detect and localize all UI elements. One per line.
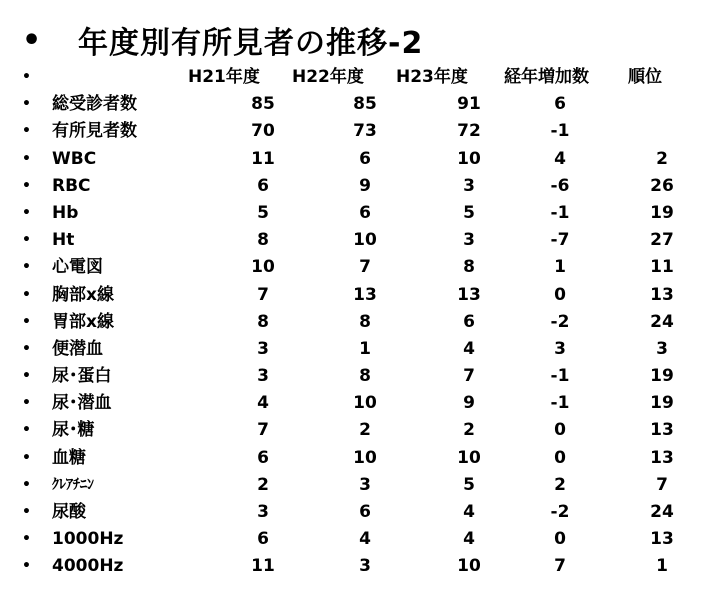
bullet: • [22, 558, 31, 575]
row-label: 胸部x線 [52, 284, 114, 305]
table-row [20, 553, 700, 580]
value-h22: 4 [359, 529, 371, 550]
row-label: 4000Hz [52, 556, 124, 577]
value-yearly-change: -1 [550, 121, 570, 142]
value-rank: 13 [650, 284, 674, 305]
value-h22: 13 [353, 284, 377, 305]
value-yearly-change: -6 [550, 175, 570, 196]
value-h22: 73 [353, 121, 377, 142]
value-h21: 11 [251, 556, 275, 577]
table-row [20, 200, 700, 227]
value-h22: 8 [359, 311, 371, 332]
bullet: • [22, 150, 31, 167]
value-yearly-change: -7 [550, 230, 570, 251]
value-h21: 3 [257, 338, 269, 359]
value-yearly-change: 3 [554, 338, 566, 359]
bullet: • [22, 476, 31, 493]
bullet: • [22, 422, 31, 439]
value-h23: 72 [457, 121, 481, 142]
value-h22: 6 [359, 148, 371, 169]
value-yearly-change: 4 [554, 148, 566, 169]
column-header-h23: H23年度 [396, 67, 468, 87]
bullet: • [22, 368, 31, 385]
value-rank: 19 [650, 366, 674, 387]
row-label: 尿･糖 [52, 420, 95, 441]
value-rank: 1 [656, 556, 668, 577]
value-yearly-change: -1 [550, 366, 570, 387]
bullet: • [22, 313, 31, 330]
value-h21: 7 [257, 284, 269, 305]
value-h23: 5 [463, 474, 475, 495]
row-label: 尿･潜血 [52, 393, 112, 414]
column-header-rank: 順位 [628, 67, 662, 87]
value-h22: 10 [353, 393, 377, 414]
row-label: 便潜血 [52, 338, 103, 359]
bullet: • [22, 531, 31, 548]
value-yearly-change: 7 [554, 556, 566, 577]
value-rank: 27 [650, 230, 674, 251]
value-h23: 10 [457, 148, 481, 169]
value-rank: 11 [650, 257, 674, 278]
value-h23: 10 [457, 447, 481, 468]
value-yearly-change: -1 [550, 202, 570, 223]
value-h21: 10 [251, 257, 275, 278]
value-h21: 6 [257, 529, 269, 550]
value-rank: 13 [650, 420, 674, 441]
title-bullet: • [22, 22, 42, 58]
value-h22: 8 [359, 366, 371, 387]
value-rank: 24 [650, 311, 674, 332]
column-header-h22: H22年度 [292, 67, 364, 87]
value-h22: 10 [353, 230, 377, 251]
table-row [20, 363, 700, 390]
value-rank: 19 [650, 393, 674, 414]
value-yearly-change: -2 [550, 311, 570, 332]
value-h21: 6 [257, 447, 269, 468]
value-yearly-change: 0 [554, 284, 566, 305]
value-h21: 4 [257, 393, 269, 414]
table-row [20, 282, 700, 309]
column-header-yearly-change: 経年増加数 [504, 67, 589, 87]
value-h23: 9 [463, 393, 475, 414]
value-h23: 4 [463, 529, 475, 550]
bullet: • [22, 123, 31, 140]
value-yearly-change: 0 [554, 420, 566, 441]
value-h23: 6 [463, 311, 475, 332]
bullet: • [22, 395, 31, 412]
row-label: 総受診者数 [52, 94, 137, 115]
value-h22: 3 [359, 474, 371, 495]
value-h23: 13 [457, 284, 481, 305]
value-h23: 8 [463, 257, 475, 278]
bullet: • [22, 96, 31, 113]
value-h21: 3 [257, 366, 269, 387]
value-h23: 7 [463, 366, 475, 387]
value-h21: 8 [257, 230, 269, 251]
bullet: • [22, 259, 31, 276]
data-table [20, 64, 700, 581]
value-yearly-change: -1 [550, 393, 570, 414]
row-label: 尿･蛋白 [52, 366, 112, 387]
row-label: 血糖 [52, 447, 86, 468]
table-row [20, 499, 700, 526]
row-label: 尿酸 [52, 502, 86, 522]
value-h21: 6 [257, 175, 269, 196]
bullet: • [22, 69, 31, 85]
value-h21: 5 [257, 202, 269, 223]
value-rank: 3 [656, 338, 668, 359]
bullet: • [22, 204, 31, 221]
value-h22: 6 [359, 502, 371, 522]
row-label: 有所見者数 [52, 121, 137, 142]
value-h23: 4 [463, 502, 475, 522]
value-rank: 24 [650, 502, 674, 522]
table-row [20, 309, 700, 336]
bullet: • [22, 177, 31, 194]
value-h21: 11 [251, 148, 275, 169]
value-yearly-change: 6 [554, 94, 566, 115]
value-rank: 13 [650, 529, 674, 550]
row-label: Hb [52, 202, 79, 223]
value-h21: 7 [257, 420, 269, 441]
row-label: 1000Hz [52, 529, 124, 550]
table-body [20, 91, 700, 580]
table-row [20, 472, 700, 499]
value-h21: 2 [257, 474, 269, 495]
bullet: • [22, 340, 31, 357]
table-row [20, 445, 700, 472]
value-rank: 2 [656, 148, 668, 169]
value-yearly-change: 0 [554, 447, 566, 468]
value-h23: 10 [457, 556, 481, 577]
value-h22: 10 [353, 447, 377, 468]
row-label: ｸﾚｱﾁﾆﾝ [52, 476, 94, 493]
value-h22: 2 [359, 420, 371, 441]
table-header-row [20, 64, 700, 91]
value-h21: 85 [251, 94, 275, 115]
table-row [20, 336, 700, 363]
value-h22: 7 [359, 257, 371, 278]
value-h22: 1 [359, 338, 371, 359]
title-row [22, 14, 423, 66]
column-header-h21: H21年度 [188, 67, 260, 87]
bullet: • [22, 286, 31, 303]
table-row [20, 390, 700, 417]
row-label: RBC [52, 175, 91, 196]
value-h23: 3 [463, 175, 475, 196]
row-label: 心電図 [52, 257, 103, 278]
value-h23: 3 [463, 230, 475, 251]
value-h23: 2 [463, 420, 475, 441]
table-row [20, 91, 700, 118]
table-row [20, 118, 700, 145]
value-h21: 8 [257, 311, 269, 332]
row-label: 胃部x線 [52, 311, 114, 332]
value-h22: 9 [359, 175, 371, 196]
table-row [20, 254, 700, 281]
value-rank: 26 [650, 175, 674, 196]
value-yearly-change: -2 [550, 502, 570, 522]
row-label: Ht [52, 230, 75, 251]
value-yearly-change: 1 [554, 257, 566, 278]
value-h21: 70 [251, 121, 275, 142]
page-title: 年度別有所見者の推移-2 [78, 26, 424, 61]
bullet: • [22, 504, 31, 520]
value-rank: 13 [650, 447, 674, 468]
value-h22: 85 [353, 94, 377, 115]
value-h23: 4 [463, 338, 475, 359]
row-label: WBC [52, 148, 97, 169]
table-row [20, 227, 700, 254]
bullet: • [22, 449, 31, 466]
table-row [20, 146, 700, 173]
value-h23: 5 [463, 202, 475, 223]
value-h22: 6 [359, 202, 371, 223]
table-row [20, 173, 700, 200]
value-yearly-change: 0 [554, 529, 566, 550]
value-h21: 3 [257, 502, 269, 522]
value-yearly-change: 2 [554, 474, 566, 495]
value-h23: 91 [457, 94, 481, 115]
bullet: • [22, 232, 31, 249]
value-rank: 7 [656, 474, 668, 495]
value-h22: 3 [359, 556, 371, 577]
table-row [20, 526, 700, 553]
value-rank: 19 [650, 202, 674, 223]
table-row [20, 417, 700, 444]
